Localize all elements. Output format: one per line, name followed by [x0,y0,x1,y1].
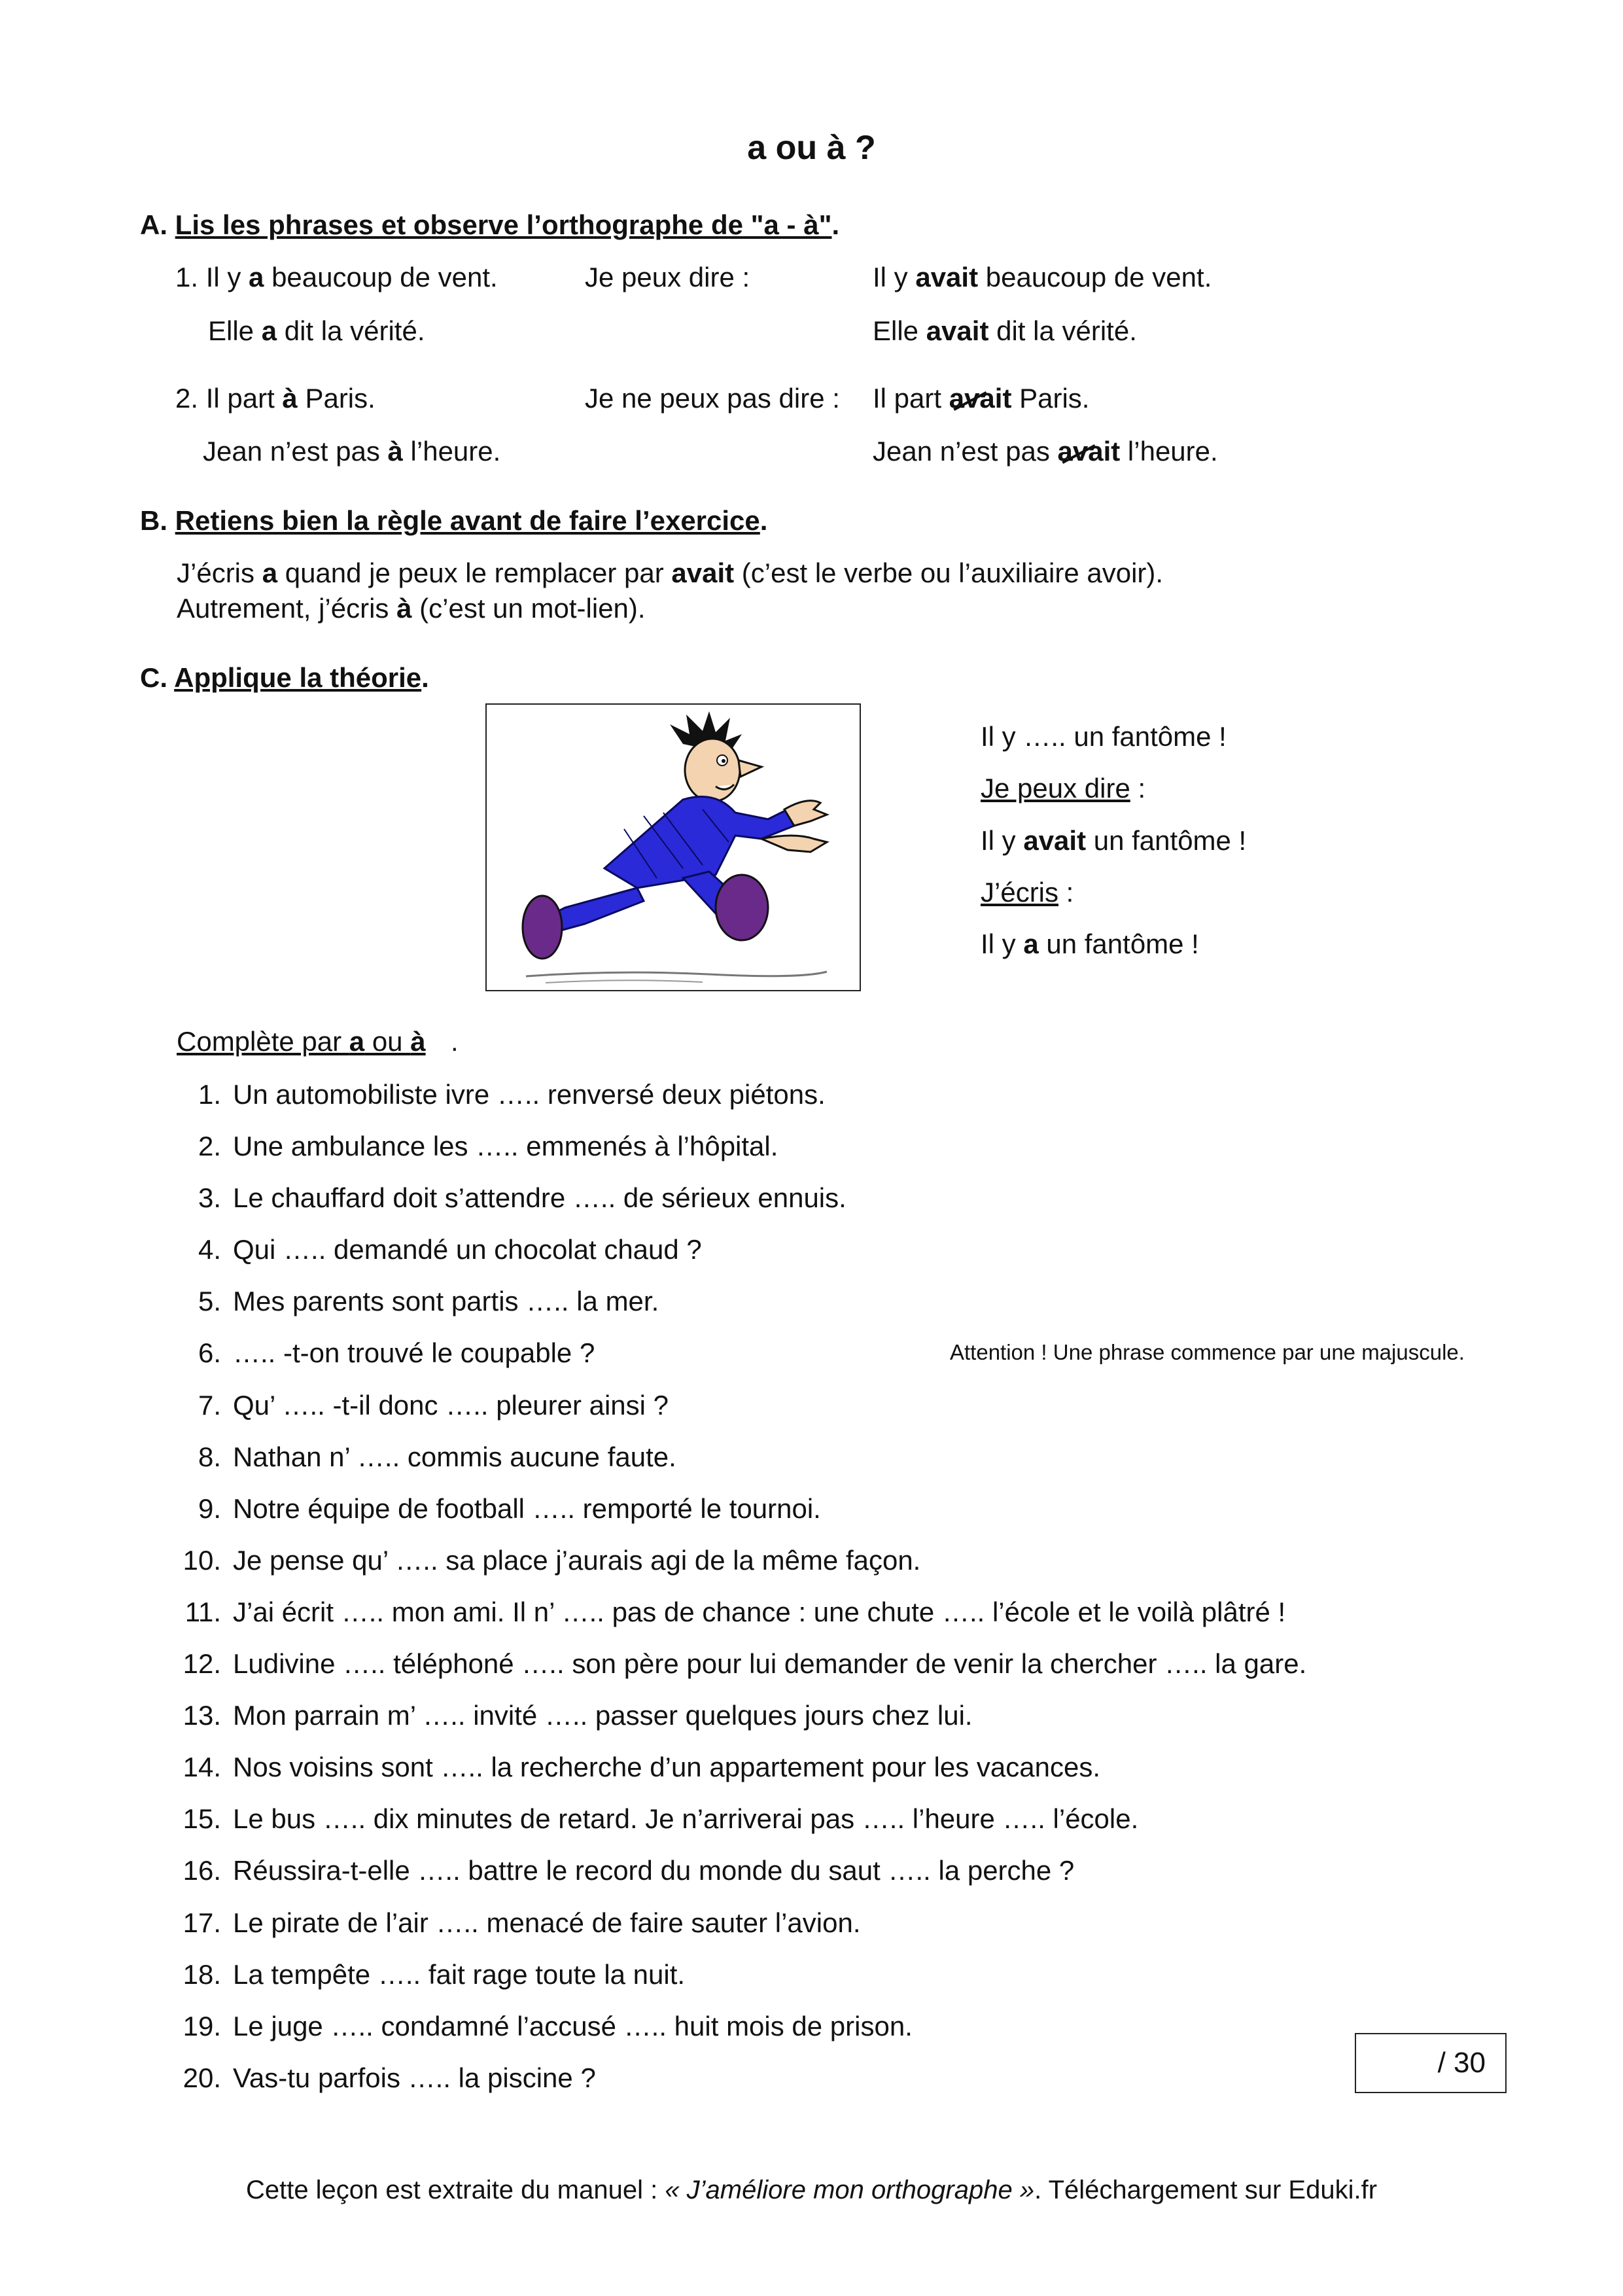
section-a-label: Lis les phrases et observe l’orthographe de "a - à" [175,209,832,240]
exercise-sentence[interactable]: Le pirate de l’air ….. menacé de faire sauter l’avion. [233,1907,861,1938]
exercise-item [169,1854,1306,1906]
running-man-drawing [487,705,860,990]
capital-letter-note: Attention ! Une phrase commence par une majuscule. [950,1340,1465,1364]
exercise-item [169,1492,1306,1544]
section-a-heading: A. Lis les phrases et observe l’orthographe de "a - à". [140,209,840,240]
example-2-say: Je ne peux pas dire : [585,383,840,414]
exercise-sentence[interactable]: Ludivine ….. téléphoné ….. son père pour lui demander de venir la chercher ….. la gare. [233,1648,1307,1680]
example-1-left-line-1: 1. Il y a beaucoup de vent. [175,262,498,292]
exercise-item [169,1648,1306,1699]
example-1-left-line-2: Elle a dit la vérité. [208,315,425,346]
exercise-sentence[interactable]: Je pense qu’ ….. sa place j’aurais agi de la même façon. [233,1544,921,1576]
exercise-sentence[interactable]: Notre équipe de football ….. remporté le tournoi. [233,1492,821,1524]
exercise-sentence[interactable]: J’ai écrit ….. mon ami. Il n’ ….. pas de chance : une chute ….. l’école et le voilà plâtré ! [233,1596,1286,1627]
exercise-item [169,2062,1306,2113]
exercise-sentence[interactable]: Nathan n’ ….. commis aucune faute. [233,1441,676,1472]
page-title: a ou à ? [747,129,876,167]
exercise-number: 17. [183,1907,221,1938]
exercise-number: 7. [198,1389,221,1421]
exercise-number: 8. [198,1441,221,1472]
exercise-item [169,1544,1306,1596]
exercise-item [169,1596,1306,1648]
exercise-sentence[interactable]: Qui ….. demandé un chocolat chaud ? [233,1234,702,1265]
rule-line-1: J’écris a quand je peux le remplacer par avait (c’est le verbe ou l’auxiliaire avoir). [177,557,1164,588]
exercise-item [169,1285,1306,1337]
exercise-number: 20. [183,2062,221,2093]
exercise-item [169,1441,1306,1492]
exercise-sentence[interactable]: Un automobiliste ivre ….. renversé deux piétons. [233,1079,826,1110]
exercise-number: 6. [198,1337,221,1369]
exercise-list [169,1078,1306,2113]
section-a-letter: A. [140,209,167,240]
exercise-sentence[interactable]: La tempête ….. fait rage toute la nuit. [233,1958,686,1990]
example-2-left-line-1: 2. Il part à Paris. [175,383,375,414]
exercise-item [169,2010,1306,2062]
section-c-heading: C. Applique la théorie. [140,662,429,693]
exercise-sentence[interactable]: Le bus ….. dix minutes de retard. Je n’arriverai pas ….. l’heure ….. l’école. [233,1803,1139,1835]
score-box: / 30 [1355,2033,1507,2093]
exercise-instruction: Complète par a ou à [177,1026,426,1057]
example-2-right-line-1: Il part avait Paris. [873,383,1090,414]
section-b-heading: B. Retiens bien la règle avant de faire l’exercice. [140,505,768,536]
exercise-number: 11. [184,1596,221,1627]
exercise-sentence[interactable]: Nos voisins sont ….. la recherche d’un appartement pour les vacances. [233,1752,1101,1783]
side-text-1: Il y ….. un fantôme ! [981,721,1227,752]
exercise-item [169,1907,1306,1958]
side-text-4: J’écris : [981,877,1074,908]
exercise-sentence[interactable]: Vas-tu parfois ….. la piscine ? [233,2062,596,2093]
exercise-number: 4. [198,1234,221,1265]
example-1-right-line-2: Elle avait dit la vérité. [873,315,1137,346]
ghost-scared-man-illustration [485,703,861,991]
rule-line-2: Autrement, j’écris à (c’est un mot-lien). [177,593,646,624]
exercise-sentence[interactable]: Une ambulance les ….. emmenés à l’hôpital. [233,1131,778,1162]
exercise-number: 12. [183,1648,221,1680]
example-2-right-line-2: Jean n’est pas avait l’heure. [873,436,1218,467]
exercise-sentence[interactable]: Réussira-t-elle ….. battre le record du monde du saut ….. la perche ? [233,1855,1075,1886]
side-text-5: Il y a un fantôme ! [981,928,1199,959]
example-1-say: Je peux dire : [585,262,750,292]
exercise-number: 2. [198,1131,221,1162]
side-text-3: Il y avait un fantôme ! [981,825,1247,856]
exercise-number: 5. [198,1286,221,1317]
exercise-item [169,1389,1306,1441]
exercise-number: 18. [183,1958,221,1990]
exercise-sentence[interactable]: Mon parrain m’ ….. invité ….. passer quelques jours chez lui. [233,1700,973,1731]
footer-credit: Cette leçon est extraite du manuel : « J’améliore mon orthographe ». Téléchargement sur Eduki.fr [245,2176,1378,2204]
side-text-2: Je peux dire : [981,773,1146,804]
exercise-sentence[interactable]: Le juge ….. condamné l’accusé ….. huit mois de prison. [233,2010,913,2041]
exercise-number: 9. [198,1492,221,1524]
exercise-item [169,1958,1306,2010]
exercise-sentence[interactable]: Mes parents sont partis ….. la mer. [233,1286,659,1317]
exercise-number: 15. [183,1803,221,1835]
exercise-number: 19. [183,2010,221,2041]
exercise-item [169,1699,1306,1751]
struck-word: avait [1057,436,1121,467]
exercise-item [169,1130,1306,1182]
exercise-number: 14. [183,1752,221,1783]
exercise-sentence[interactable]: ….. -t-on trouvé le coupable ? [233,1337,595,1369]
exercise-number: 10. [183,1544,221,1576]
example-2-left-line-2: Jean n’est pas à l’heure. [203,436,501,467]
exercise-sentence[interactable]: Qu’ ….. -t-il donc ….. pleurer ainsi ? [233,1389,669,1421]
exercise-item [169,1078,1306,1130]
exercise-number: 3. [198,1182,221,1214]
struck-word: avait [949,383,1012,414]
exercise-sentence[interactable]: Le chauffard doit s’attendre ….. de sérieux ennuis. [233,1182,846,1214]
exercise-item [169,1233,1306,1285]
exercise-number: 16. [183,1855,221,1886]
example-1-right-line-1: Il y avait beaucoup de vent. [873,262,1212,292]
exercise-number: 13. [183,1700,221,1731]
exercise-item [169,1751,1306,1803]
exercise-item [169,1182,1306,1233]
exercise-number: 1. [198,1079,221,1110]
exercise-item [169,1803,1306,1854]
